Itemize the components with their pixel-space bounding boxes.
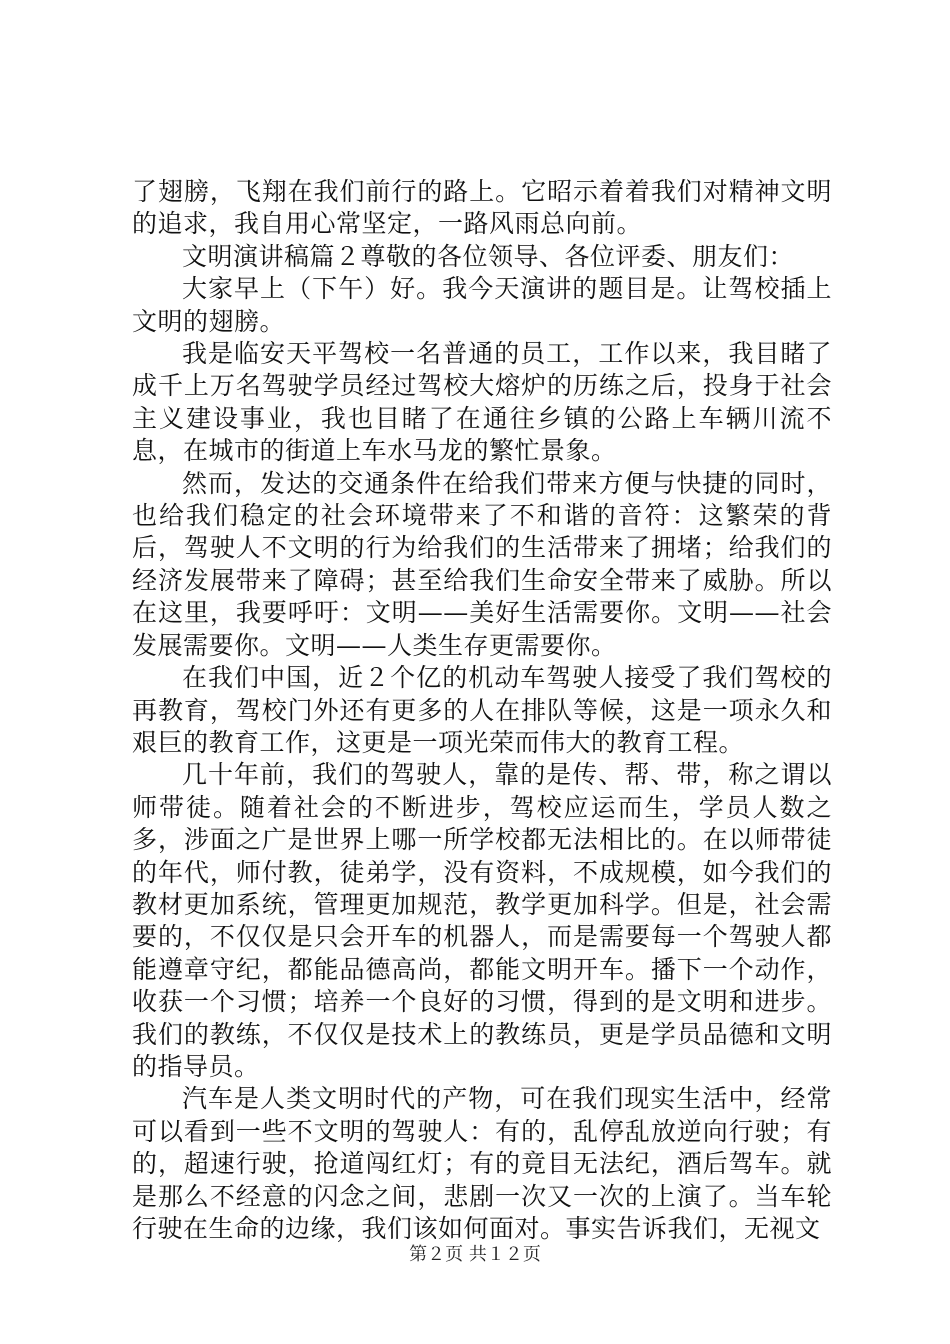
paragraph-traffic-problems: 然而，发达的交通条件在给我们带来方便与快捷的同时，也给我们稳定的社会环境带来了不和谐的音符：这繁荣的背后，驾驶人不文明的行为给我们的生活带来了拥堵；给我们的经济发展带来了障碍；甚至给我们生命安全带来了威胁。所以在这里，我要呼吁：文明——美好生活需要你。文明——社会发展需要你。文明——人类生存更需要你。 (132, 468, 832, 660)
paragraph-uncivilized-drivers: 汽车是人类文明时代的产物，可在我们现实生活中，经常可以看到一些不文明的驾驶人：有的，乱停乱放逆向行驶；有的，超速行驶，抢道闯红灯；有的竟目无法纪，酒后驾车。就是那么不经意的闪念之间，悲剧一次又一次的上演了。当车轮行驶在生命的边缘，我们该如何面对。事实告诉我们，无视文 (132, 1084, 832, 1243)
page-number-footer: 第２页 共１２页 (409, 1244, 541, 1265)
paragraph-china-drivers: 在我们中国，近２个亿的机动车驾驶人接受了我们驾校的再教育，驾校门外还有更多的人在排队等候，这是一项永久和艰巨的教育工作，这更是一项光荣而伟大的教育工程。 (132, 663, 832, 757)
paragraph-speech-heading: 文明演讲稿篇２尊敬的各位领导、各位评委、朋友们： (182, 241, 795, 271)
paragraph-greeting: 大家早上（下午）好。我今天演讲的题目是。让驾校插上文明的翅膀。 (132, 274, 832, 336)
paragraph-history: 几十年前，我们的驾驶人，靠的是传、帮、带，称之谓以师带徒。随着社会的不断进步，驾校应运而生，学员人数之多，涉面之广是世界上哪一所学校都无法相比的。在以师带徒的年代，师付教，徒弟学，没有资料，不成规模，如今我们的教材更加系统，管理更加规范，教学更加科学。但是，社会需要的，不仅仅是只会开车的机器人，而是需要每一个驾驶人都能遵章守纪，都能品德高尚，都能文明开车。播下一个动作，收获一个习惯；培养一个良好的习惯，得到的是文明和进步。我们的教练，不仅仅是技术上的教练员，更是学员品德和文明的指导员。 (132, 760, 832, 1081)
paragraph-introduction: 我是临安天平驾校一名普通的员工，工作以来，我目睹了成千上万名驾驶学员经过驾校大熔炉的历练之后，投身于社会主义建设事业，我也目睹了在通往乡镇的公路上车辆川流不息，在城市的街道上车水马龙的繁忙景象。 (132, 339, 832, 466)
paragraph-continuation: 了翅膀，飞翔在我们前行的路上。它昭示着着我们对精神文明的追求，我自用心常坚定，一路风雨总向前。 (132, 177, 832, 239)
document-body (132, 176, 832, 1245)
